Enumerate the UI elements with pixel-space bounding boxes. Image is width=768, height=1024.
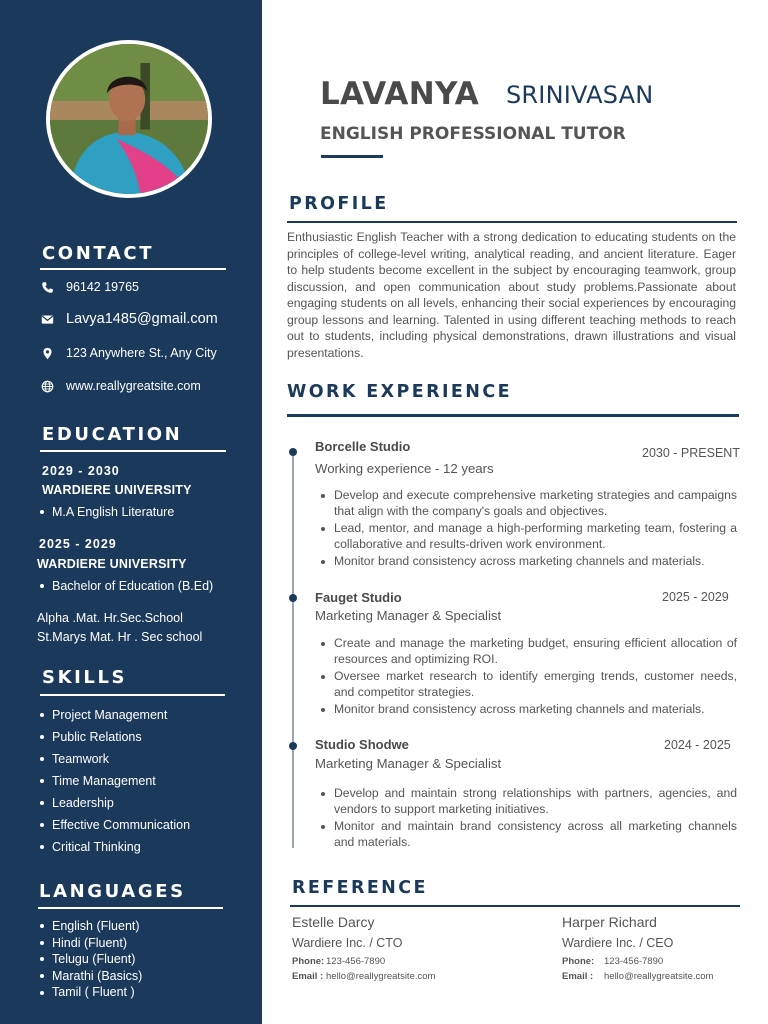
languages-list <box>38 918 142 1001</box>
work-experience-heading: WORK EXPERIENCE <box>287 382 512 402</box>
skill-item: Public Relations <box>38 726 190 748</box>
education-heading: EDUCATION <box>42 424 183 445</box>
skill-item: Teamwork <box>38 748 190 770</box>
job-company: Studio Shodwe <box>315 737 409 752</box>
job-bullets <box>319 635 737 717</box>
skill-item: Critical Thinking <box>38 836 190 858</box>
job-dates: 2030 - PRESENT <box>642 446 740 460</box>
address-text: 123 Anywhere St., Any City <box>66 346 217 360</box>
work-experience-divider <box>287 414 739 417</box>
skills-heading: SKILLS <box>42 667 128 688</box>
languages-heading: LANGUAGES <box>39 881 186 902</box>
profile-photo <box>46 40 212 198</box>
profile-divider <box>287 221 737 223</box>
reference-heading: REFERENCE <box>292 878 428 898</box>
contact-website <box>40 379 201 393</box>
email-link[interactable]: Lavya1485@gmail.com <box>66 311 218 327</box>
phone-icon <box>40 280 54 294</box>
profile-heading: PROFILE <box>289 194 389 214</box>
job-company: Fauget Studio <box>315 590 402 605</box>
languages-divider <box>38 907 223 909</box>
job-bullet: Develop and maintain strong relationships with partners, agencies, and vendors to support marketing initiatives. <box>319 785 737 818</box>
education-school: WARDIERE UNIVERSITY <box>42 483 192 497</box>
education-years: 2029 - 2030 <box>42 464 120 478</box>
education-years: 2025 - 2029 <box>39 537 117 551</box>
reference-name: Estelle Darcy <box>292 914 375 930</box>
timeline-dot <box>289 594 297 602</box>
education-degree-list <box>38 505 174 519</box>
profile-summary: Enthusiastic English Teacher with a strong dedication to educating students on the principles of college-level writing, analytical reading, and ancient literature. Eager to help students become excellent in the subject by encouraging teamwork, group discussion, and open communication about study problems.Passionate about engaging students on all levels, enhancing their social experiences by encouraging group lessons and learning. Talented in using different teaching methods to reach out to students, including physical demonstrations, drawn illustrations and visual presentations. <box>287 230 736 360</box>
job-dates: 2025 - 2029 <box>662 590 729 604</box>
skill-item: Time Management <box>38 770 190 792</box>
skill-item: Leadership <box>38 792 190 814</box>
contact-address <box>40 346 217 360</box>
job-bullet: Monitor brand consistency across marketing channels and materials. <box>319 701 737 717</box>
reference-name: Harper Richard <box>562 914 657 930</box>
timeline-dot <box>289 448 297 456</box>
skills-list <box>38 704 190 858</box>
job-bullet: Monitor and maintain brand consistency across all marketing channels and materials. <box>319 818 737 851</box>
education-degree: M.A English Literature <box>38 505 174 519</box>
language-item: English (Fluent) <box>38 918 142 935</box>
language-item: Tamil ( Fluent ) <box>38 984 142 1001</box>
job-bullet: Monitor brand consistency across marketing channels and materials. <box>319 553 737 569</box>
reference-org: Wardiere Inc. / CEO <box>562 936 674 950</box>
globe-icon <box>40 379 54 393</box>
language-item: Hindi (Fluent) <box>38 935 142 952</box>
location-pin-icon <box>40 346 54 360</box>
title-underline <box>321 155 383 158</box>
contact-divider <box>40 268 226 270</box>
education-degree: Bachelor of Education (B.Ed) <box>38 579 213 593</box>
education-degree-list <box>38 579 213 593</box>
job-title: ENGLISH PROFESSIONAL TUTOR <box>320 124 626 144</box>
job-bullet: Lead, mentor, and manage a high-performing marketing team, fostering a collaborative and results-driven work environment. <box>319 520 737 553</box>
phone-text: 96142 19765 <box>66 280 139 294</box>
reference-divider <box>290 905 740 907</box>
contact-email <box>40 311 218 327</box>
school-name: Alpha .Mat. Hr.Sec.School <box>37 611 183 625</box>
last-name: SRINIVASAN <box>506 81 654 109</box>
website-link[interactable]: www.reallygreatsite.com <box>66 379 201 393</box>
skill-item: Project Management <box>38 704 190 726</box>
skill-item: Effective Communication <box>38 814 190 836</box>
school-name: St.Marys Mat. Hr . Sec school <box>37 630 203 644</box>
reference-org: Wardiere Inc. / CTO <box>292 936 403 950</box>
job-bullet: Oversee market research to identify emerging trends, customer needs, and competitor strategies. <box>319 668 737 701</box>
contact-heading: CONTACT <box>42 243 155 264</box>
timeline-dot <box>289 742 297 750</box>
job-role: Marketing Manager & Specialist <box>315 756 502 771</box>
timeline-line <box>292 452 294 848</box>
job-dates: 2024 - 2025 <box>664 738 731 752</box>
job-bullet: Develop and execute comprehensive marketing strategies and campaigns that align with the company's goals and objectives. <box>319 487 737 520</box>
education-divider <box>40 450 226 452</box>
reference-email: Email : hello@reallygreatsite.com <box>562 971 714 982</box>
reference-email: Email : hello@reallygreatsite.com <box>292 971 436 982</box>
language-item: Telugu (Fluent) <box>38 951 142 968</box>
job-role: Working experience - 12 years <box>315 461 494 476</box>
job-company: Borcelle Studio <box>315 439 411 454</box>
mail-icon <box>40 312 54 326</box>
education-school: WARDIERE UNIVERSITY <box>37 557 187 571</box>
reference-phone: Phone: 123-456-7890 <box>562 956 664 967</box>
job-bullets <box>319 785 737 851</box>
job-bullet: Create and manage the marketing budget, ensuring efficient allocation of resources and optimizing ROI. <box>319 635 737 668</box>
job-role: Marketing Manager & Specialist <box>315 608 502 623</box>
skills-divider <box>40 694 225 696</box>
job-bullets <box>319 487 737 569</box>
reference-phone: Phone: 123-456-7890 <box>292 956 386 967</box>
language-item: Marathi (Basics) <box>38 968 142 985</box>
contact-phone <box>40 280 139 294</box>
first-name: LAVANYA <box>320 76 480 112</box>
sidebar <box>0 0 262 1024</box>
